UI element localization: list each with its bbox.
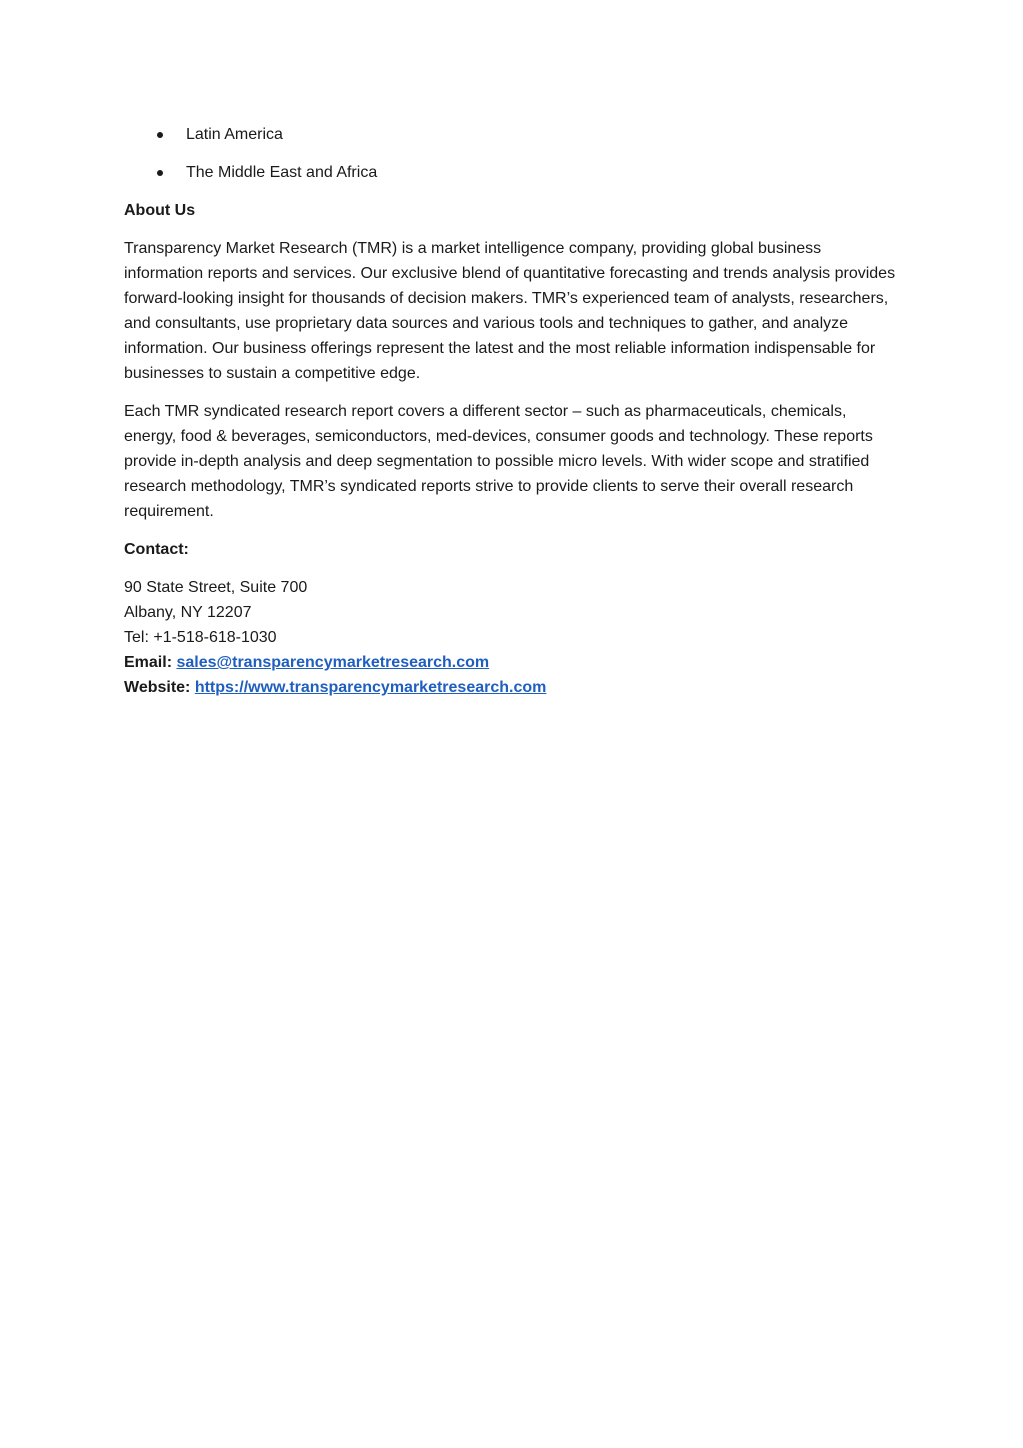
list-item-label: The Middle East and Africa <box>186 164 378 181</box>
email-label: Email: <box>124 654 177 671</box>
document-page <box>124 122 900 700</box>
contact-details <box>124 575 900 700</box>
bullet-icon <box>157 170 163 176</box>
address-line: 90 State Street, Suite 700 <box>124 579 308 596</box>
website-link[interactable]: https://www.transparencymarketresearch.com <box>194 679 547 696</box>
website-row <box>124 675 900 700</box>
about-paragraph: Each TMR syndicated research report covers a different sector – such as pharmaceuticals, chemicals, energy, food & beverages, semiconductors, med-devices, consumer goods and technology. These reports provide in-depth analysis and deep segmentation to possible micro levels. With wider scope and stratified research methodology, TMR’s syndicated reports strive to provide clients to serve their overall research requirement. <box>124 403 873 520</box>
list-item <box>124 160 900 185</box>
bullet-icon <box>157 132 163 138</box>
list-item <box>124 122 900 147</box>
list-item-label: Latin America <box>186 126 283 143</box>
about-paragraph: Transparency Market Research (TMR) is a market intelligence company, providing global business information reports and services. Our exclusive blend of quantitative forecasting and trends analysis provides forward-looking insight for thousands of decision makers. TMR’s experienced team of analysts, researchers, and consultants, use proprietary data sources and various tools and techniques to gather, and analyze information. Our business offerings represent the latest and the most reliable information indispensable for businesses to sustain a competitive edge. <box>124 240 896 382</box>
email-row <box>124 650 900 675</box>
address-line: Albany, NY 12207 <box>124 604 252 621</box>
website-label: Website: <box>124 679 195 696</box>
about-heading: About Us <box>124 202 196 219</box>
region-list <box>124 122 900 185</box>
phone-number: Tel: +1-518-618-1030 <box>124 629 277 646</box>
contact-heading: Contact: <box>124 541 189 558</box>
email-link[interactable]: sales@transparencymarketresearch.com <box>176 654 490 671</box>
